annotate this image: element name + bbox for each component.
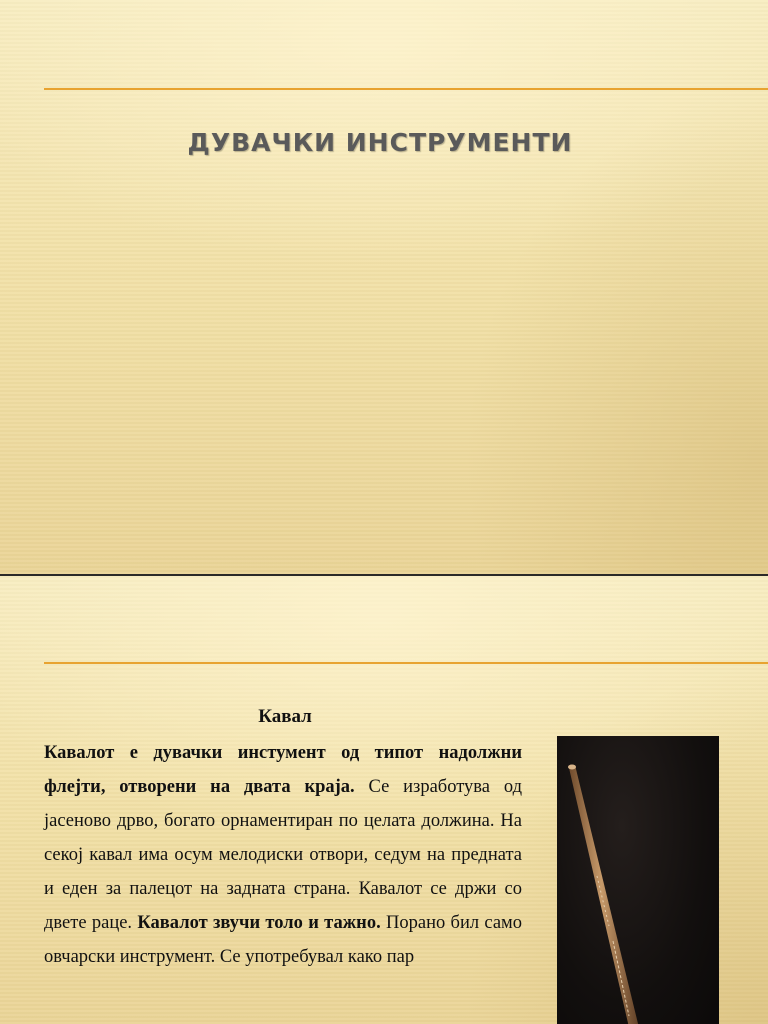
header-rule xyxy=(44,662,768,664)
text-run-1: Се изработува од јасеново дрво, богато орнаментиран по целата должина. На секој кавал има осум мелодиски отвори, седум на предната и еден за палецот на задната страна. Кавалот се држи со двете раце. xyxy=(44,777,522,933)
kaval-photo xyxy=(557,736,719,1024)
body-paragraph xyxy=(44,736,522,974)
slide-heading: Кавал xyxy=(258,706,312,727)
bold-phrase-2: Кавалот звучи толо и тажно. xyxy=(137,913,381,933)
bold-phrase-1: Кавалот е дувачки инстумент од типот надолжни флејти, отворени на двата краја. xyxy=(44,743,522,797)
slide-title-text: ДУВАЧКИ ИНСТРУМЕНТИ xyxy=(187,128,573,157)
text-run-2: Порано бил само овчарски инструмент. Се употребувал како пар xyxy=(44,913,523,967)
slide-kaval xyxy=(0,576,768,1024)
header-rule xyxy=(44,88,768,90)
kaval-flute-icon xyxy=(557,736,719,1024)
